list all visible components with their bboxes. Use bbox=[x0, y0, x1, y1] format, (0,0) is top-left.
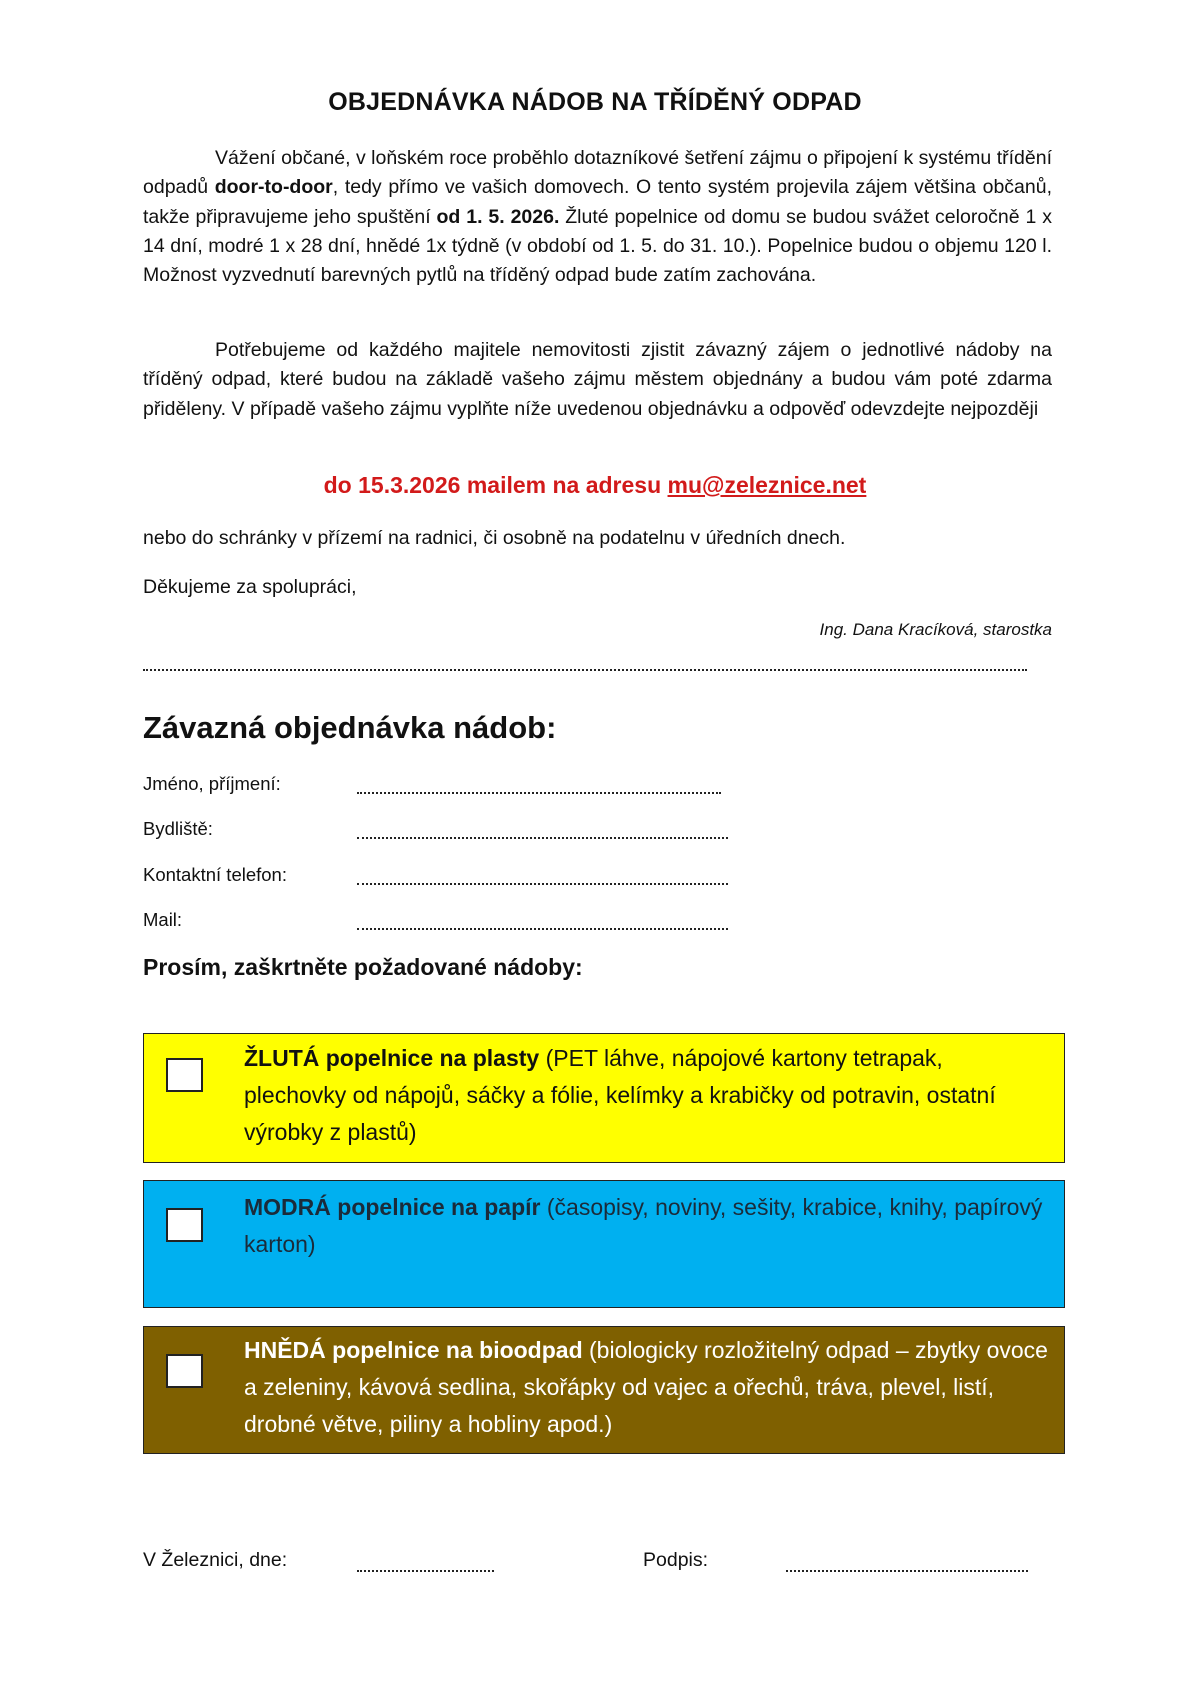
intro-paragraph-2: Potřebujeme od každého majitele nemovitosti zjistit závazný zájem o jednotlivé nádoby na tříděný odpad, které budou na základě vašeho zájmu městem objednány a budou vám poté zdarma přiděleny. V případě vašeho zájmu vyplňte níže uvedenou objednávku a odpověď odevzdejte nejpozději bbox=[143, 339, 1052, 420]
address-label: Bydliště: bbox=[143, 818, 213, 839]
yellow-bin-option[interactable] bbox=[143, 1033, 1065, 1163]
address-field[interactable] bbox=[357, 835, 728, 839]
order-heading: Závazná objednávka nádob: bbox=[143, 710, 557, 745]
alt-delivery-text: nebo do schránky v přízemí na radnici, či osobně na podatelnu v úředních dnech. bbox=[143, 527, 846, 549]
date-field[interactable] bbox=[357, 1568, 494, 1572]
signature-label: Podpis: bbox=[643, 1549, 709, 1571]
start-date-bold: od 1. 5. 2026. bbox=[436, 205, 560, 228]
brown-bin-checkbox[interactable] bbox=[166, 1354, 203, 1388]
thanks-text: Děkujeme za spolupráci, bbox=[143, 576, 357, 598]
phone-field[interactable] bbox=[357, 881, 728, 885]
signature-field[interactable] bbox=[786, 1568, 1028, 1572]
mayor-signature: Ing. Dana Kracíková, starostka bbox=[819, 620, 1052, 639]
name-label: Jméno, příjmení: bbox=[143, 773, 281, 794]
phone-label: Kontaktní telefon: bbox=[143, 864, 287, 885]
yellow-bin-checkbox[interactable] bbox=[166, 1058, 203, 1092]
door-to-door-bold: door-to-door bbox=[214, 176, 333, 199]
mail-field[interactable] bbox=[357, 926, 728, 930]
intro-paragraph-1: Vážení občané, v loňském roce proběhlo dotazníkové šetření zájmu o připojení k systému třídění odpadů door-to-door, tedy přímo ve vašich domovech. O tento systém projevila zájem většina občanů, takže připravujeme jeho spuštění od 1. 5. 2026. Žluté popelnice od domu se budou svážet celoročně 1 x 14 dní, modré 1 x 28 dní, hnědé 1x týdně (v období od 1. 5. do 31. 10.). Popelnice budou o objemu 120 l. Možnost vyzvednutí barevných pytlů na tříděný odpad bude zatím zachována. bbox=[143, 147, 1053, 287]
name-field[interactable] bbox=[357, 790, 721, 794]
email-link[interactable]: mu@zeleznice.net bbox=[667, 472, 867, 498]
check-heading: Prosím, zaškrtněte požadované nádoby: bbox=[143, 954, 583, 980]
dotted-divider bbox=[143, 667, 1027, 671]
blue-bin-option[interactable] bbox=[143, 1180, 1065, 1308]
blue-bin-checkbox[interactable] bbox=[166, 1208, 203, 1242]
brown-bin-text: HNĚDÁ popelnice na bioodpad (biologicky rozložitelný odpad – zbytky ovoce a zeleniny, kávová sedlina, skořápky od vajec a ořechů, tráva, plevel, listí, drobné větve, piliny a hobliny apod.) bbox=[244, 1337, 1048, 1437]
blue-bin-text: MODRÁ popelnice na papír (časopisy, noviny, sešity, krabice, knihy, papírový karton) bbox=[244, 1194, 1043, 1257]
brown-bin-option[interactable] bbox=[143, 1326, 1065, 1454]
page-title: OBJEDNÁVKA NÁDOB NA TŘÍDĚNÝ ODPAD bbox=[328, 88, 862, 116]
deadline-line: do 15.3.2026 mailem na adresu mu@zeleznice.net bbox=[323, 472, 867, 498]
mail-label: Mail: bbox=[143, 909, 183, 930]
place-date-label: V Železnici, dne: bbox=[143, 1549, 288, 1571]
yellow-bin-text: ŽLUTÁ popelnice na plasty (PET láhve, nápojové kartony tetrapak, plechovky od nápojů, sáčky a fólie, kelímky a krabičky od potravin, ostatní výrobky z plastů) bbox=[244, 1045, 996, 1145]
